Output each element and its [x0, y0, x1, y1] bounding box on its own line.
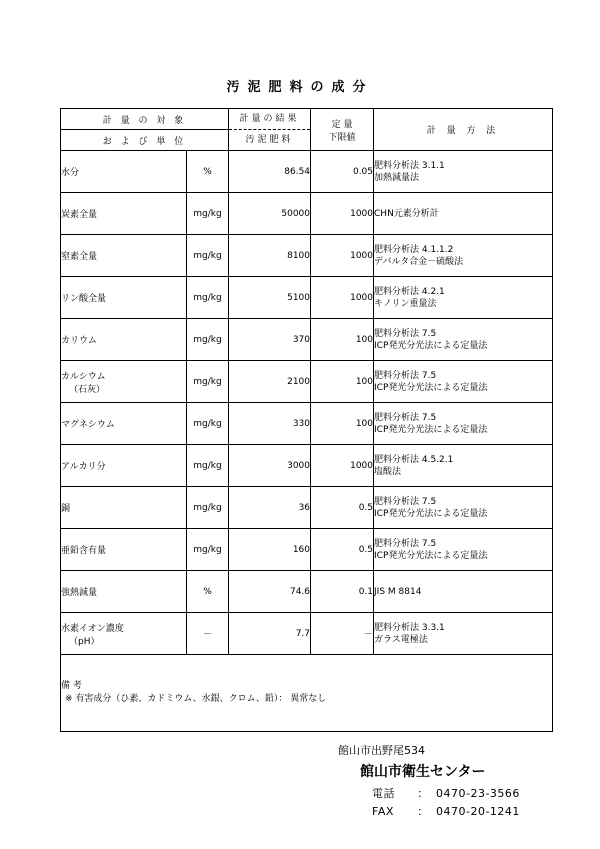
method-line2: ICP発光分光法による定量法 [374, 382, 488, 393]
method-line1: 肥料分析法 3.1.1 [374, 160, 445, 171]
item-result: 8100 [229, 235, 311, 277]
method-line2: キノリン重量法 [374, 298, 437, 309]
fax-separator: ： [417, 805, 429, 818]
page-title: 汚泥肥料の成分 [226, 80, 374, 95]
method-line2: 加熱減量法 [374, 172, 420, 183]
method-line2: ICP発光分光法による定量法 [374, 340, 488, 351]
item-result: 3000 [229, 445, 311, 487]
item-method [374, 277, 553, 319]
item-name-cell [61, 235, 187, 277]
item-limit: 100 [311, 361, 374, 403]
method-line2: デバルタ合金－硫酸法 [374, 256, 464, 267]
item-method [374, 403, 553, 445]
table-row [61, 571, 553, 613]
method-line2: 塩酸法 [374, 466, 402, 477]
item-result: 160 [229, 529, 311, 571]
header-item-line2: お よ び 単 位 [61, 130, 229, 151]
item-result: 50000 [229, 193, 311, 235]
fax-number: 0470-20-1241 [436, 805, 520, 818]
item-name-cell [61, 571, 187, 613]
item-name: 窒素全量 [61, 252, 98, 262]
method-line2: ICP発光分光法による定量法 [374, 508, 488, 519]
item-name: 強熱減量 [61, 588, 98, 598]
item-method [374, 235, 553, 277]
item-result: 370 [229, 319, 311, 361]
tel-label: 電話 [372, 787, 395, 800]
item-unit: mg/kg [187, 193, 229, 235]
item-limit: 0.05 [311, 151, 374, 193]
method-line1: 肥料分析法 4.5.2.1 [374, 454, 454, 465]
item-method [374, 445, 553, 487]
item-unit: mg/kg [187, 277, 229, 319]
item-unit: mg/kg [187, 235, 229, 277]
item-limit: 1000 [311, 235, 374, 277]
item-method [374, 487, 553, 529]
item-name-cell [61, 151, 187, 193]
item-method [374, 613, 553, 655]
item-name: 亜鉛含有量 [61, 546, 107, 556]
item-result: 5100 [229, 277, 311, 319]
item-limit: 1000 [311, 445, 374, 487]
header-result-line2: 汚泥肥料 [229, 129, 310, 150]
item-name: カルシウム [61, 371, 106, 382]
item-method [374, 319, 553, 361]
method-line1: 肥料分析法 7.5 [374, 370, 437, 381]
footer-fax [372, 803, 520, 819]
item-method [374, 529, 553, 571]
footer-tel [372, 785, 520, 801]
table-row [61, 319, 553, 361]
table-row [61, 613, 553, 655]
item-unit: mg/kg [187, 529, 229, 571]
table-row [61, 151, 553, 193]
item-limit: － [311, 613, 374, 655]
item-name-cell [61, 319, 187, 361]
header-limit-line1: 定 量 [331, 119, 353, 130]
item-limit: 0.5 [311, 487, 374, 529]
item-unit: % [187, 571, 229, 613]
item-name: 炭素全量 [61, 210, 98, 220]
item-unit: mg/kg [187, 445, 229, 487]
header-method: 計 量 方 法 [374, 109, 553, 151]
header-item-line1: 計 量 の 対 象 [61, 109, 229, 130]
item-limit: 1000 [311, 193, 374, 235]
header-result [229, 109, 311, 151]
method-line2: ICP発光分光法による定量法 [374, 424, 488, 435]
item-name: 水分 [61, 168, 80, 178]
item-name-cell [61, 529, 187, 571]
footer-organization: 館山市衛生センター [360, 764, 486, 780]
item-method [374, 151, 553, 193]
item-name-cell [61, 445, 187, 487]
table-row [61, 487, 553, 529]
item-name-cell [61, 487, 187, 529]
item-limit: 100 [311, 319, 374, 361]
table-row [61, 529, 553, 571]
method-line1: JIS M 8814 [374, 586, 422, 597]
method-line1: 肥料分析法 4.2.1 [374, 286, 445, 297]
table-row [61, 277, 553, 319]
item-name: リン酸全量 [61, 294, 107, 304]
item-method [374, 193, 553, 235]
remarks-row [61, 655, 553, 732]
table-row [61, 403, 553, 445]
tel-separator: ： [417, 787, 429, 800]
footer-address: 館山市出野尾534 [338, 744, 425, 757]
method-line1: 肥料分析法 7.5 [374, 496, 437, 507]
item-name: カリウム [61, 336, 97, 346]
method-line1: 肥料分析法 7.5 [374, 538, 437, 549]
table-row [61, 193, 553, 235]
item-unit: mg/kg [187, 487, 229, 529]
item-name: マグネシウム [61, 420, 115, 430]
item-result: 36 [229, 487, 311, 529]
item-name: アルカリ分 [61, 462, 106, 472]
header-limit-line2: 下限値 [328, 132, 356, 143]
item-unit: mg/kg [187, 319, 229, 361]
method-line1: 肥料分析法 7.5 [374, 328, 437, 339]
item-result: 74.6 [229, 571, 311, 613]
item-name: 水素イオン濃度 [61, 623, 124, 634]
fertilizer-components-table [60, 108, 553, 732]
header-result-line1: 計量の結果 [239, 114, 300, 124]
item-unit: mg/kg [187, 361, 229, 403]
item-result: 2100 [229, 361, 311, 403]
remarks-label: 備 考 [61, 681, 82, 691]
item-unit: mg/kg [187, 403, 229, 445]
tel-number: 0470-23-3566 [436, 787, 520, 800]
header-row-top [61, 109, 553, 130]
item-name-cell [61, 403, 187, 445]
item-result: 86.54 [229, 151, 311, 193]
fax-label: FAX [372, 805, 394, 818]
item-limit: 100 [311, 403, 374, 445]
header-limit [311, 109, 374, 151]
item-name-cell [61, 193, 187, 235]
item-limit: 1000 [311, 277, 374, 319]
item-unit: % [187, 151, 229, 193]
item-limit: 0.1 [311, 571, 374, 613]
item-name-sub: （pH） [69, 636, 100, 647]
remarks-text: ※ 有害成分（ひ素、カドミウム、水銀、クロム、鉛）： 異常なし [65, 694, 327, 704]
footer-contact [338, 742, 520, 819]
item-unit: － [187, 613, 229, 655]
item-limit: 0.5 [311, 529, 374, 571]
item-name: 銅 [61, 504, 71, 514]
item-name-cell [61, 277, 187, 319]
item-name-cell [61, 613, 187, 655]
item-name-cell [61, 361, 187, 403]
item-result: 7.7 [229, 613, 311, 655]
table-row [61, 361, 553, 403]
item-method [374, 571, 553, 613]
method-line2: ICP発光分光法による定量法 [374, 550, 488, 561]
item-result: 330 [229, 403, 311, 445]
remarks-cell [61, 655, 553, 732]
method-line1: 肥料分析法 4.1.1.2 [374, 244, 454, 255]
method-line1: CHN元素分析計 [374, 208, 439, 219]
table-row [61, 235, 553, 277]
method-line1: 肥料分析法 3.3.1 [374, 622, 445, 633]
item-method [374, 361, 553, 403]
method-line1: 肥料分析法 7.5 [374, 412, 437, 423]
item-name-sub: （石灰） [69, 384, 106, 395]
table-row [61, 445, 553, 487]
method-line2: ガラス電極法 [374, 634, 428, 645]
